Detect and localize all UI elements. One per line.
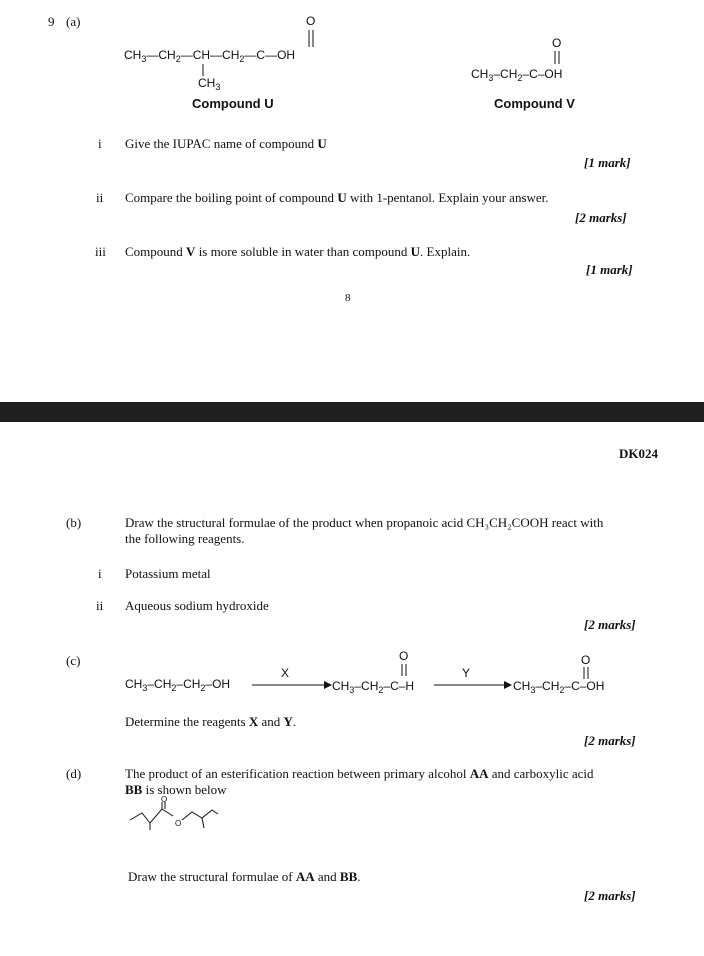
item-a-i-text: Give the IUPAC name of compound U	[125, 136, 327, 151]
part-c-arrow-x-label: X	[281, 666, 290, 680]
item-a-iii-text: Compound V is more soluble in water than compound U. Explain.	[125, 244, 471, 259]
part-d-question: Draw the structural formulae of AA and BB.	[128, 869, 361, 884]
part-d-text-line1: The product of an esterification reaction between primary alcohol AA and carboxylic acid	[125, 766, 594, 781]
part-c-product-o: O	[581, 653, 591, 667]
part-c-intermediate-o: O	[399, 649, 409, 663]
ester-skeletal-structure	[120, 792, 230, 832]
part-d-label: (d)	[66, 766, 82, 781]
question-number: 9	[48, 14, 55, 29]
page-code: DK024	[619, 446, 658, 461]
part-b-item-i-number: i	[98, 566, 102, 581]
compound-u-double-bond	[305, 30, 317, 50]
part-c-intermediate-double-bond	[398, 664, 410, 678]
item-a-iii-marks: [1 mark]	[586, 262, 633, 277]
compound-v-chain: $CH_3-CH_2-C-OH$	[471, 67, 563, 83]
compound-v-double-bond	[551, 51, 563, 67]
part-c-arrow-x	[252, 681, 332, 691]
part-c-intermediate: $CH_3-CH_2-C-H$	[332, 679, 415, 695]
item-a-ii-number: ii	[96, 190, 104, 205]
compound-u-carbonyl-o: O	[306, 14, 316, 28]
part-b-item-i-text: Potassium metal	[125, 566, 211, 581]
part-b-marks: [2 marks]	[584, 617, 636, 632]
part-c-question: Determine the reagents X and Y.	[125, 714, 297, 729]
compound-u-caption: Compound U	[192, 96, 274, 111]
page-number: 8	[345, 292, 351, 304]
part-b-text-line2: the following reagents.	[125, 531, 245, 546]
compound-v-caption: Compound V	[494, 96, 575, 111]
page-divider	[0, 402, 704, 422]
part-b-label: (b)	[66, 515, 82, 530]
part-b-text-line1: Draw the structural formulae of the product when propanoic acid CH₃CH₂COOH react with	[125, 515, 604, 530]
part-d-marks: [2 marks]	[584, 888, 636, 903]
item-a-ii-text: Compare the boiling point of compound U with 1-pentanol. Explain your answer.	[125, 190, 549, 205]
compound-u-branch: $CH_3$	[198, 76, 221, 92]
part-c-reactant: $CH_3-CH_2-CH_2-OH$	[125, 677, 231, 693]
part-d-text-line2: BB is shown below	[125, 782, 227, 797]
page-2	[0, 422, 704, 956]
page-1	[0, 0, 704, 402]
item-a-i-marks: [1 mark]	[584, 155, 631, 170]
part-c-arrow-y-label: Y	[462, 666, 471, 680]
part-b-item-ii-number: ii	[96, 598, 104, 613]
part-c-product: $CH_3-CH_2-C-OH$	[513, 679, 605, 695]
compound-u-chain: $CH_3—CH_2—CH—CH_2—C—OH$	[124, 48, 296, 64]
item-a-ii-marks: [2 marks]	[575, 210, 627, 225]
part-b-item-ii-text: Aqueous sodium hydroxide	[125, 598, 269, 613]
ester-carbonyl-o: O	[161, 795, 168, 804]
part-a-label: (a)	[66, 14, 81, 29]
item-a-i-number: i	[98, 136, 102, 151]
part-c-label: (c)	[66, 653, 81, 668]
compound-v-carbonyl-o: O	[552, 36, 562, 50]
item-a-iii-number: iii	[95, 244, 106, 259]
part-c-arrow-y	[434, 681, 512, 691]
part-c-marks: [2 marks]	[584, 733, 636, 748]
ester-link-o: O	[175, 819, 182, 828]
